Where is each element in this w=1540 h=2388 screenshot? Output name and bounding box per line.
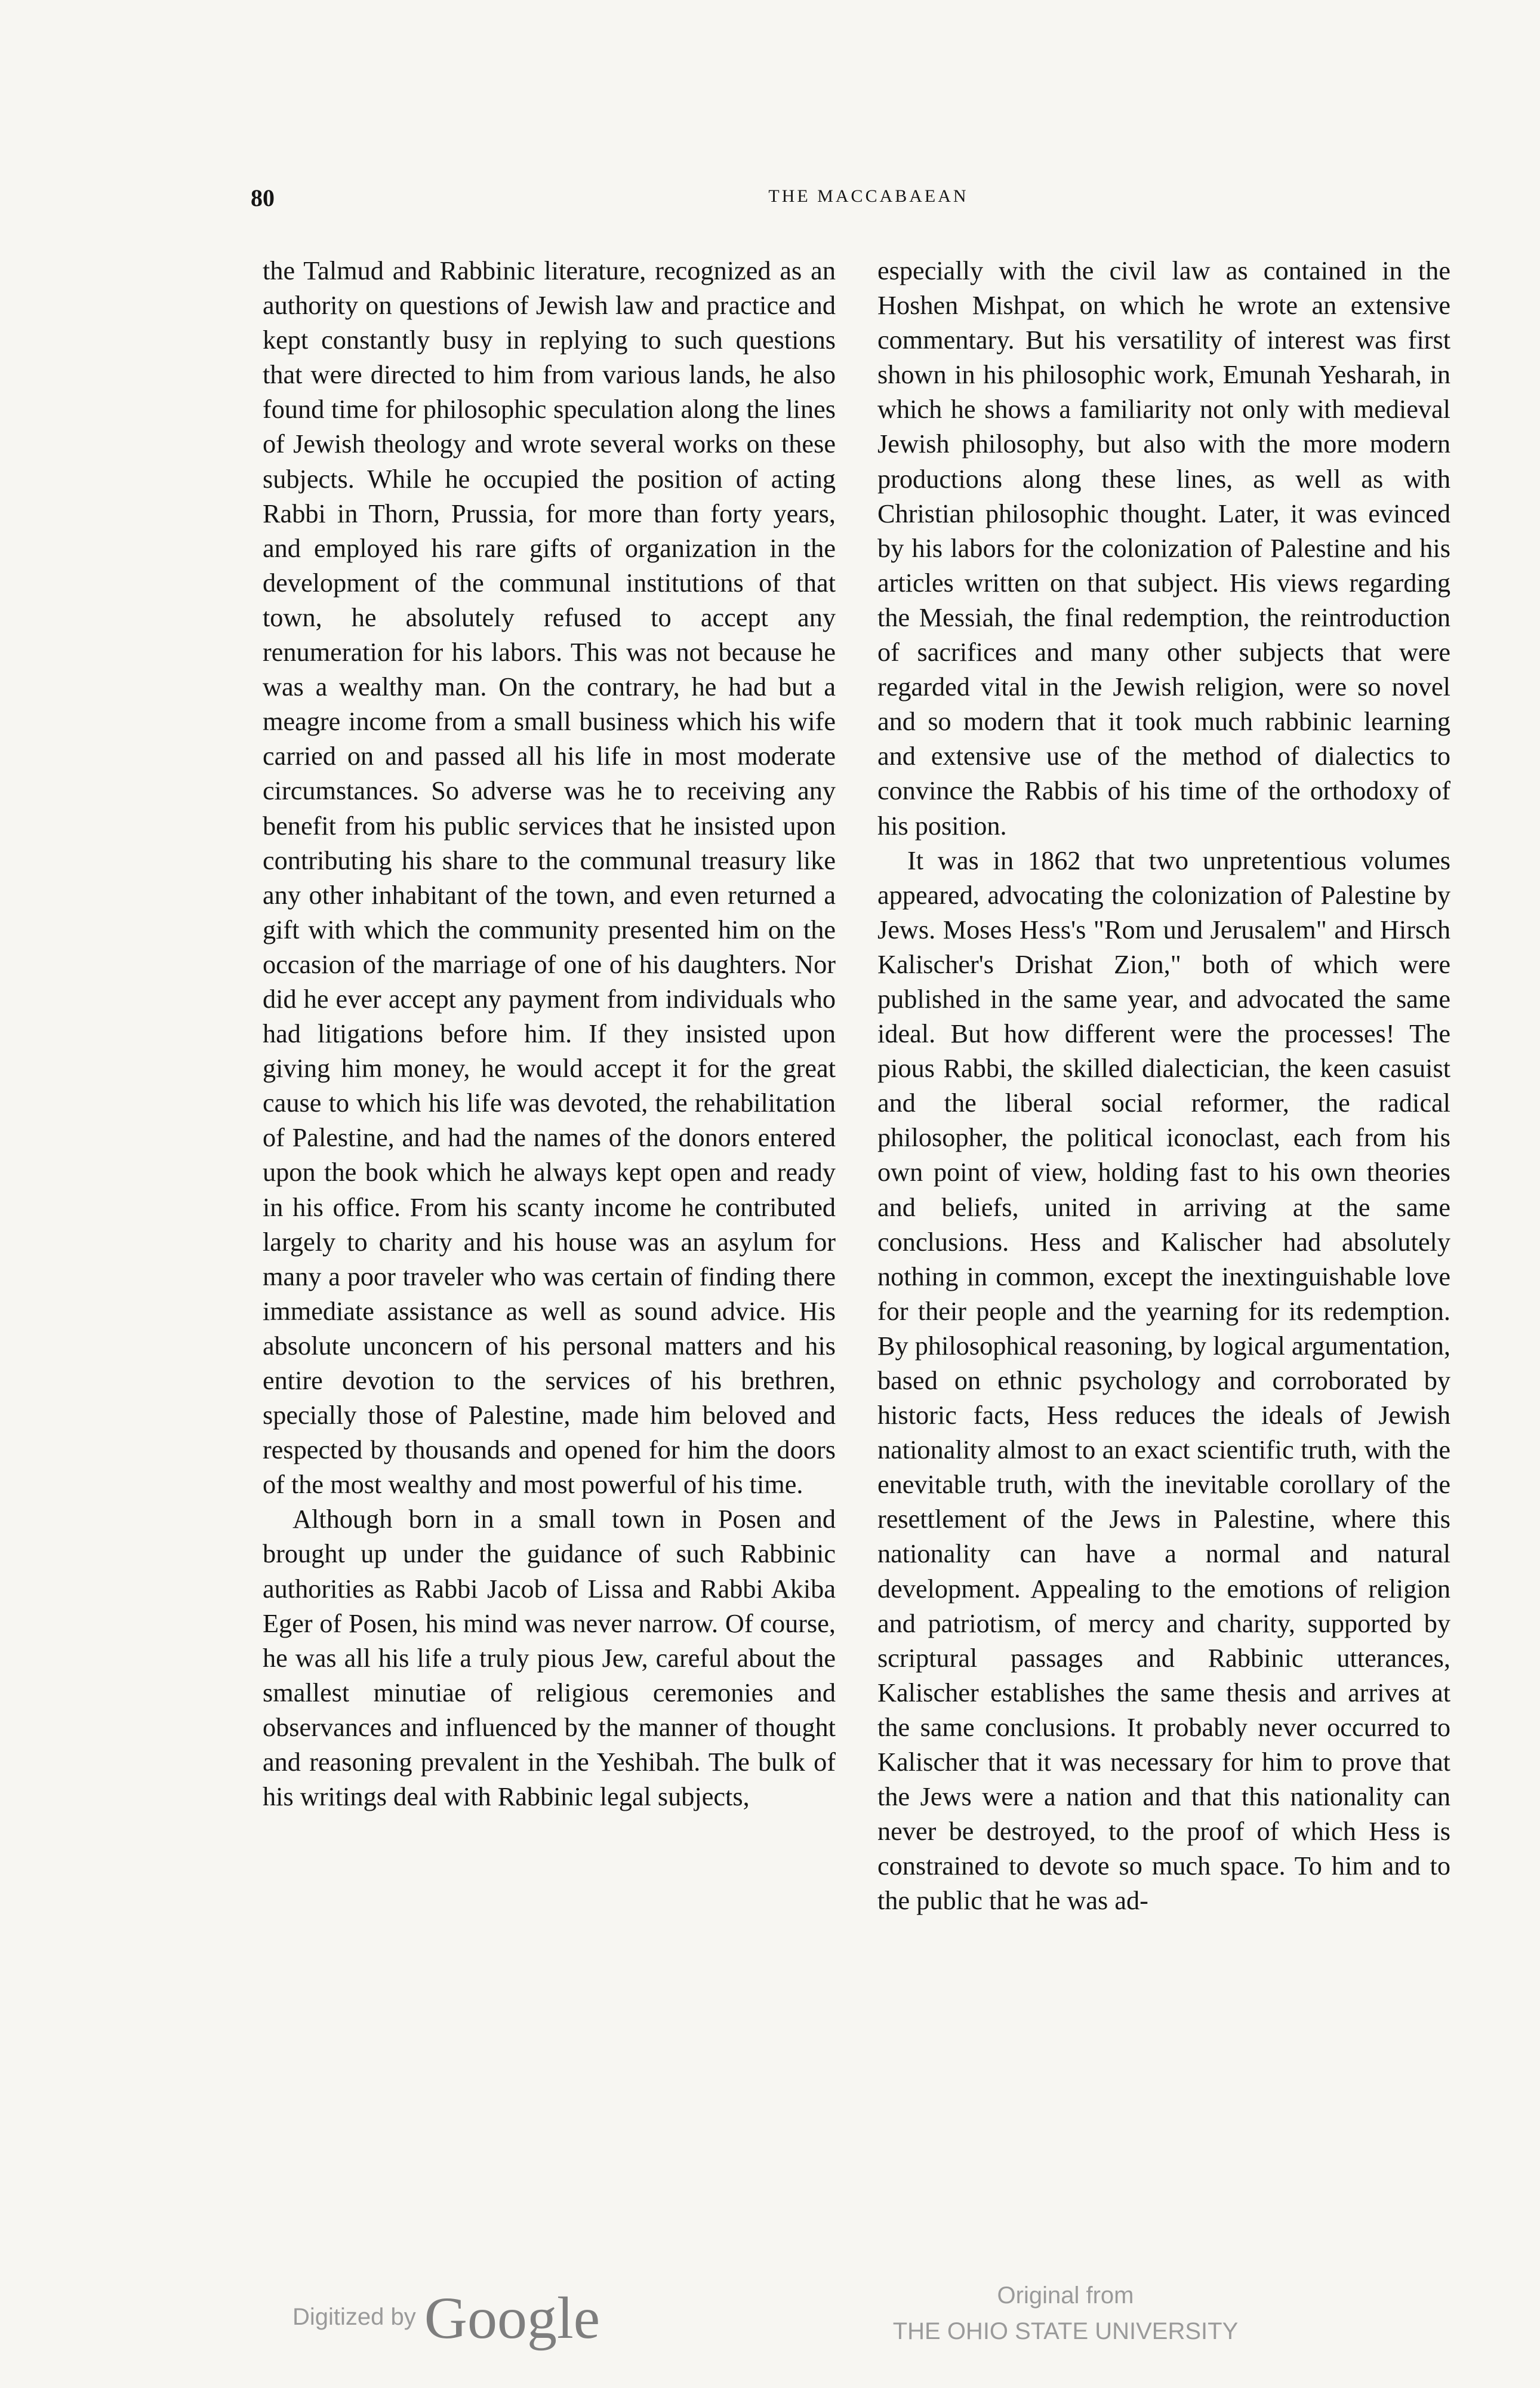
digitized-by-label: Digitized by [292, 2304, 416, 2330]
left-paragraph-1: the Talmud and Rabbinic literature, recognized as an authority on questions of Jewish law and practice and kept constantly busy in replying to such questions that were directed to him from various lands, he also found time for philosophic speculation along the lines of Jewish theology and wrote several works on these subjects. While he occupied the position of acting Rabbi in Thorn, Prussia, for more than forty years, and employed his rare gifts of organization in the development of the communal institutions of that town, he absolutely refused to accept any renumeration for his labors. This was not because he was a wealthy man. On the contrary, he had but a meagre income from a small business which his wife carried on and passed all his life in most moderate circumstances. So adverse was he to receiving any benefit from his public services that he insisted upon contributing his share to the communal treasury like any other inhabitant of the town, and even returned a gift with which the community presented him on the occasion of the marriage of one of his daughters. Nor did he ever accept any payment from individuals who had litigations before him. If they insisted upon giving him money, he would accept it for the great cause to which his life was devoted, the rehabilitation of Palestine, and had the names of the donors entered upon the book which he always kept open and ready in his office. From his scanty income he contributed largely to charity and his house was an asylum for many a poor traveler who was certain of finding there immediate assistance as well as sound advice. His absolute unconcern of his personal matters and his entire devotion to the services of his brethren, specially those of Palestine, made him beloved and respected by thousands and opened for him the doors of the most wealthy and most powerful of his time. [263, 256, 836, 1500]
page-header [251, 184, 1462, 220]
original-from-watermark [880, 2278, 1251, 2349]
left-column [263, 254, 836, 2236]
left-paragraph-2: Although born in a small town in Posen and brought up under the guidance of such Rabbinic authorities as Rabbi Jacob of Lissa and Rabbi Akiba Eger of Posen, his mind was never narrow. Of course, he was all his life a truly pious Jew, careful about the smallest minutiae of religious ceremonies and observances and influenced by the manner of thought and reasoning prevalent in the Yeshibah. The bulk of his writings deal with Rabbinic legal subjects, [263, 1504, 836, 1812]
running-head: THE MACCABAEAN [768, 186, 969, 206]
original-from-label: Original from [997, 2282, 1134, 2309]
page-number: 80 [251, 184, 275, 211]
digitized-by-watermark [292, 2284, 600, 2352]
right-paragraph-1: especially with the civil law as contained in the Hoshen Mishpat, on which he wrote an extensive commentary. But his versatility of interest was first shown in his philosophic work, Emunah Yesharah, in which he shows a familiarity not only with medieval Jewish philosophy, but also with the more modern productions along these lines, as well as with Christian philosophic thought. Later, it was evinced by his labors for the colonization of Palestine and his articles written on that subject. His views regarding the Messiah, the final redemption, the reintroduction of sacrifices and many other subjects that were regarded vital in the Jewish religion, were so novel and so modern that it took much rabbinic learning and extensive use of the method of dialectics to convince the Rabbis of his time of the orthodoxy of his position. [877, 256, 1450, 841]
institution-name: THE OHIO STATE UNIVERSITY [892, 2318, 1239, 2344]
google-logo: Google [424, 2285, 600, 2351]
right-paragraph-2: It was in 1862 that two unpretentious volumes appeared, advocating the colonization of Palestine by Jews. Moses Hess's "Rom und Jerusalem" and Hirsch Kalischer's Drishat Zion," both of which were published in the same year, and advocated the same ideal. But how different were the processes! The pious Rabbi, the skilled dialectician, the keen casuist and the liberal social reformer, the radical philosopher, the political iconoclast, each from his own point of view, holding fast to his own theories and beliefs, united in arriving at the same conclusions. Hess and Kalischer had absolutely nothing in common, except the inextinguishable love for their people and the yearning for its redemption. By philosophical reasoning, by logical argumentation, based on ethnic psychology and corroborated by historic facts, Hess reduces the ideals of Jewish nationality almost to an exact scientific truth, with the enevitable truth, with the inevitable corollary of the resettlement of the Jews in Palestine, where this nationality can have a normal and natural development. Appealing to the emotions of religion and patriotism, of mercy and charity, supported by scriptural passages and Rabbinic utterances, Kalischer establishes the same thesis and arrives at the same conclusions. It probably never occurred to Kalischer that it was necessary for him to prove that the Jews were a nation and that this nationality can never be destroyed, to the proof of which Hess is constrained to devote so much space. To him and to the public that he was ad- [877, 845, 1450, 1916]
right-column [877, 254, 1450, 2236]
